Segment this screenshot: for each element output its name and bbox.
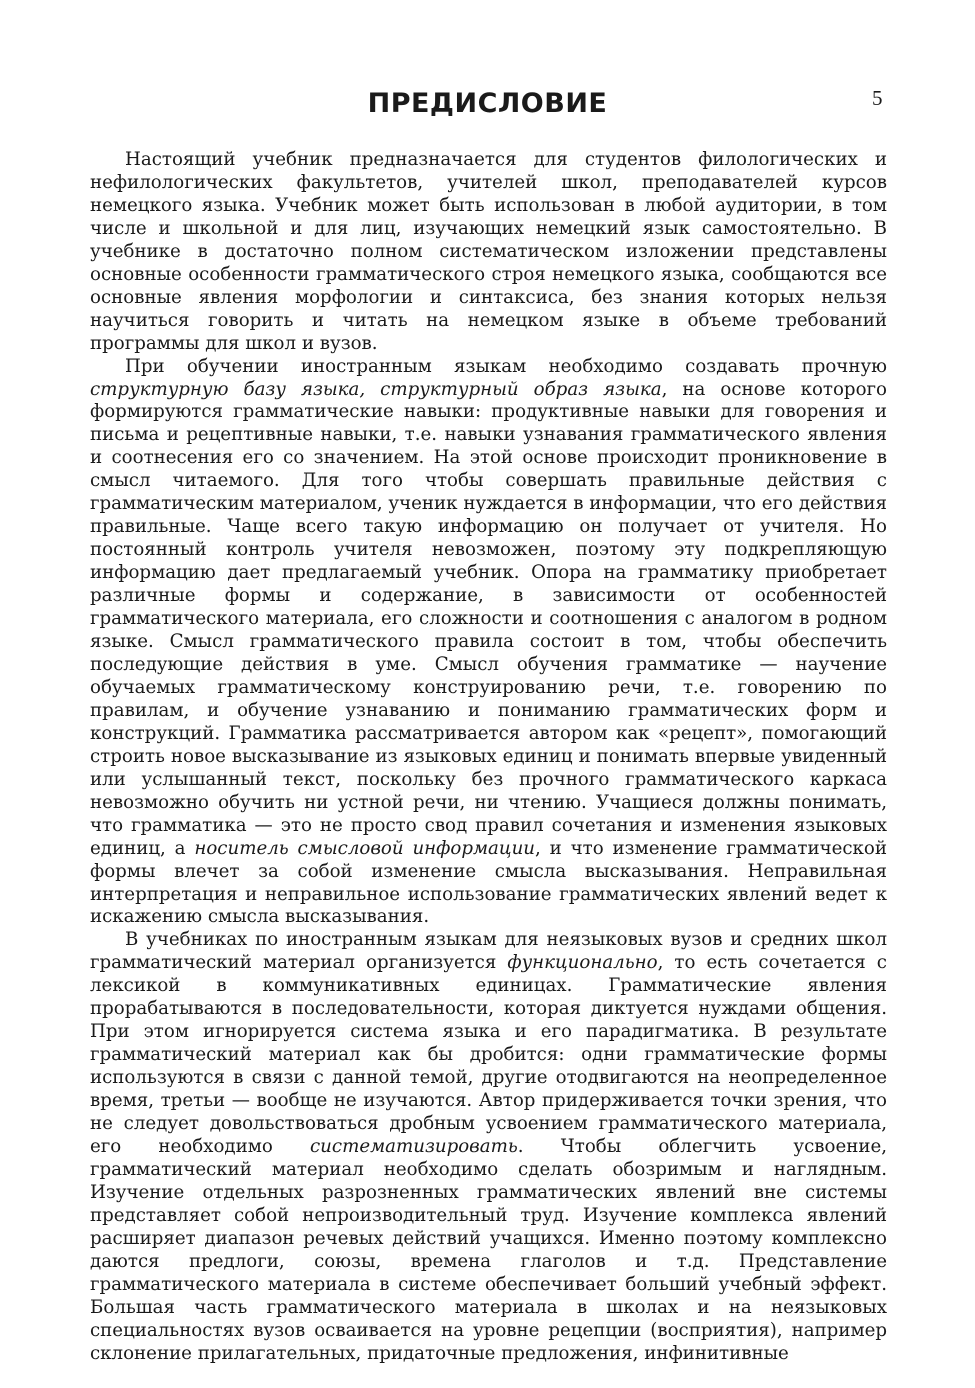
- italic-term-functionally: функционально: [507, 952, 658, 974]
- text-segment: , на основе которого формируются грамматические навыки: продуктивные навыки для говорения и письма и рецептивные навыки, т.е. навыки узнавания грамматического явления и соотнесения его со значением. На этой основе происходит проникновение в смысл читаемого. Для того чтобы совершать правильные действия с грамматическим материалом, ученик нуждается в информации, что его действия правильные. Чаще всего такую информацию он получает от учителя. Но постоянный контроль учителя невозможен, поэтому эту подкрепляющую информацию дает предлагаемый учебник. Опора на грамматику приобретает различные формы и содержание, в зависимости от особенностей грамматического материала, его сложности и соотношения с аналогом в родном языке. Смысл грамматического правила состоит в том, чтобы обеспечить последующие действия в уме. Смысл обучения грамматике — научение обучаемых грамматическому конструированию речи, т.е. говорению по правилам, и обучение узнаванию и пониманию грамматических форм и конструкций. Грамматика рассматривается автором как «рецепт», помогающий строить новое высказывание из языковых единиц и понимать впервые увиденный или услышанный текст, поскольку без прочного грамматического каркаса невозможно обучить ни устной речи, ни чтению. Учащиеся должны понимать, что грамматика — это не просто свод правил сочетания и изменения языковых единиц, а: [90, 378, 887, 859]
- paragraph-2: [90, 356, 887, 930]
- text-segment: Настоящий учебник предназначается для студентов филологических и нефилологических факультетов, учителей школ, преподавателей курсов немецкого языка. Учебник может быть использован в любой аудитории, в том числе и школьной и для лиц, изучающих немецкий язык самостоятельно. В учебнике в достаточно полном систематическом изложении представлены основные особенности грамматического строя немецкого языка, сообщаются все основные явления морфологии и синтаксиса, без знания которых нельзя научиться говорить и читать на немецком языке в объеме требований программы для школ и вузов.: [90, 149, 887, 354]
- paragraph-3: [90, 929, 887, 1365]
- italic-term-structural-base: структурную базу языка, структурный образ языка: [90, 378, 662, 400]
- italic-term-semantic-carrier: носитель смысловой информации: [194, 837, 536, 859]
- paragraph-1: [90, 149, 887, 356]
- text-segment: , и что изменение грамматической формы влечет за собой изменение смысла высказывания. Неправильная интерпретация и неправильное использование грамматических явлений ведет к искажению смысла высказывания.: [90, 837, 887, 928]
- page-number: 5: [872, 86, 883, 110]
- body-text: [90, 149, 887, 1366]
- italic-term-systematize: систематизировать: [309, 1135, 518, 1157]
- text-segment: , то есть сочетается с лексикой в коммуникативных единицах. Грамматические явления прорабатываются в последовательности, которая диктуется нуждами общения. При этом игнорируется система языка и его парадигматика. В результате грамматический материал как бы дробится: одни грамматические формы используются в связи с данной темой, другие отодвигаются на неопределенное время, третьи — вообще не изучаются. Автор придерживается точки зрения, что не следует довольствоваться дробным усвоением грамматического материала, его необходимо: [90, 952, 887, 1157]
- page-title: ПРЕДИСЛОВИЕ: [367, 88, 608, 119]
- text-segment: При обучении иностранным языкам необходимо создавать прочную: [125, 355, 887, 377]
- text-segment: . Чтобы облегчить усвоение, грамматический материал необходимо сделать обозримым и наглядным. Изучение отдельных разрозненных грамматических явлений вне системы представляет собой непроизводительный труд. Изучение комплекса явлений расширяет диапазон речевых действий учащихся. Именно поэтому комплексно даются предлоги, союзы, времена глаголов и т.д. Представление грамматического материала в системе обеспечивает больший учебный эффект. Большая часть грамматического материала в школах и на неязыковых специальностях вузов осваивается на уровне рецепции (восприятия), например склонение прилагательных, придаточные предложения, инфинитивные: [90, 1135, 888, 1364]
- text-segment: В учебниках по иностранным языкам для неязыковых вузов и средних школ грамматический материал организуется: [90, 929, 887, 974]
